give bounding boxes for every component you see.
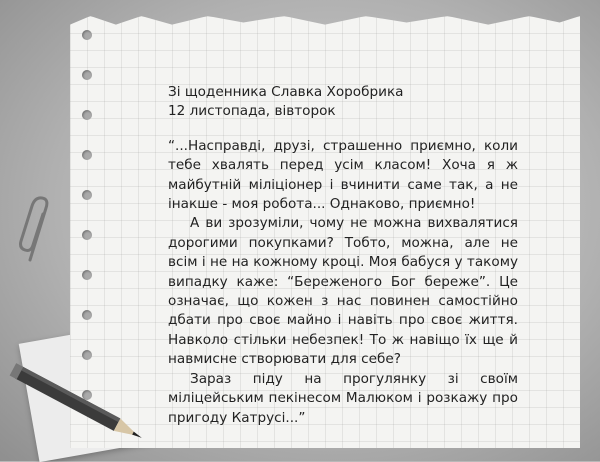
- pencil-icon: [0, 360, 160, 450]
- paperclip-icon: [18, 196, 58, 266]
- diary-paragraph: Зараз піду на прогулянку зі своїм міліцейським пекінесом Малюком і розкажу про пригоду Катрусі...”: [168, 370, 518, 426]
- diary-date: 12 листопада, вівторок: [168, 103, 336, 120]
- diary-entry: [168, 83, 518, 428]
- diary-paragraph: А ви зрозуміли, чому не можна вихвалятися дорогими покупками? Тобто, можна, але не всім і не на кожному кроці. Моя бабуся у такому випадку каже: “Береженого Бог береже”. Це означає, що кожен з нас повинен самостійно дбати про своє майно і навіть про своє життя. Навколо стільки небезпек! То ж навіщо їх ще й навмисне створювати для себе?: [168, 215, 518, 368]
- diary-paragraph: “...Насправді, друзі, страшенно приємно, коли тебе хвалять перед усім класом! Хоча я ж майбутній міліціонер і вчинити саме так, а не інакше - моя робота... Однаково, приємно!: [168, 137, 518, 213]
- diary-heading: Зі щоденника Славка Хоробрика: [168, 84, 404, 100]
